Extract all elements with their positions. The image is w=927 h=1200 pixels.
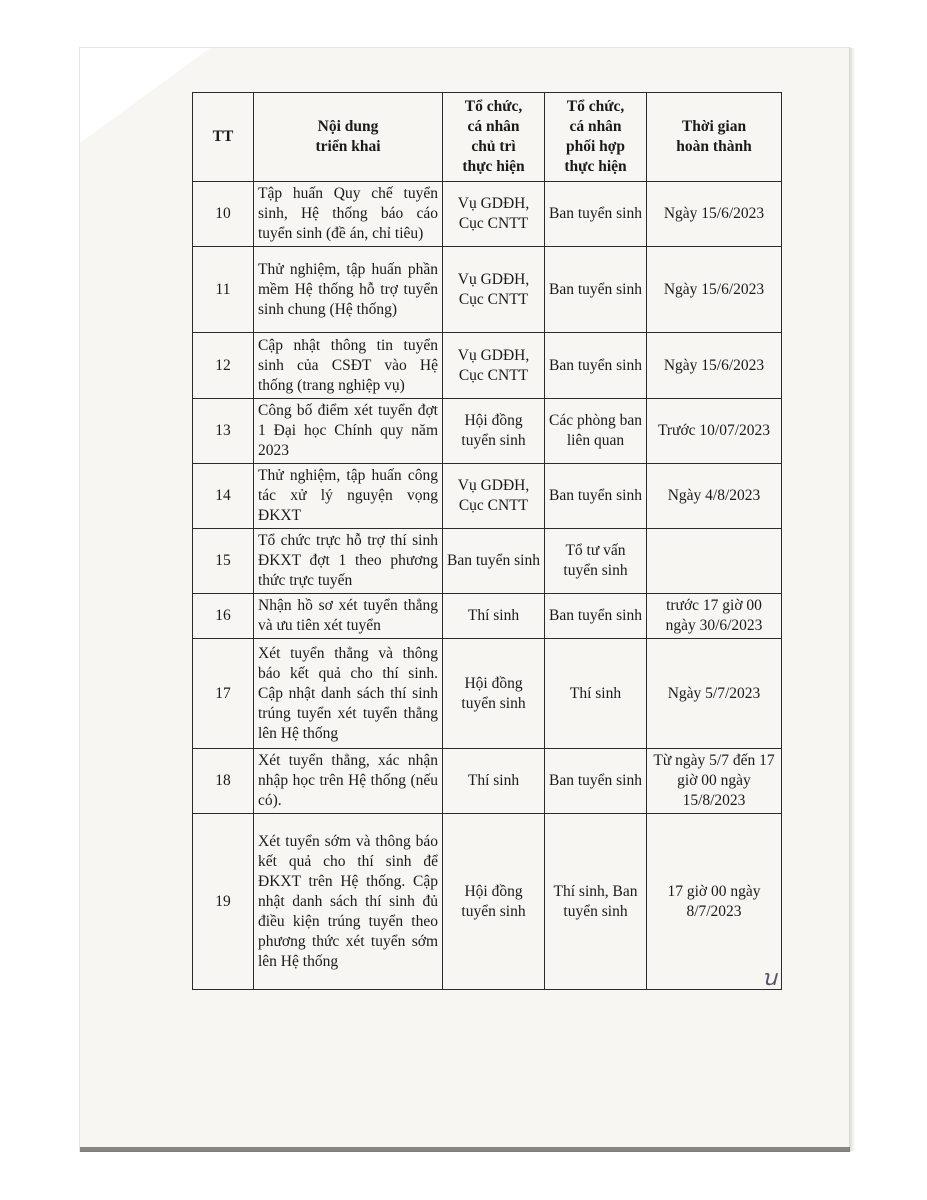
row-tt: 19 bbox=[193, 814, 254, 990]
table-row bbox=[193, 464, 782, 529]
row-coop: Thí sinh bbox=[545, 639, 647, 749]
row-host: Vụ GDĐH, Cục CNTT bbox=[443, 182, 545, 247]
row-time: 17 giờ 00 ngày 8/7/2023 bbox=[647, 814, 782, 990]
row-tt: 16 bbox=[193, 594, 254, 639]
row-host: Vụ GDĐH, Cục CNTT bbox=[443, 333, 545, 399]
table-header-row bbox=[193, 93, 782, 182]
row-host: Thí sinh bbox=[443, 594, 545, 639]
row-content: Xét tuyển sớm và thông báo kết quả cho thí sinh để ĐKXT trên Hệ thống. Cập nhật danh sách thí sinh đủ điều kiện trúng tuyển theo phương thức xét tuyển sớm lên Hệ thống bbox=[254, 814, 443, 990]
header-coop: Tổ chức, cá nhân phối hợp thực hiện bbox=[545, 93, 647, 182]
row-coop: Ban tuyển sinh bbox=[545, 182, 647, 247]
table-row bbox=[193, 749, 782, 814]
row-time: Từ ngày 5/7 đến 17 giờ 00 ngày 15/8/2023 bbox=[647, 749, 782, 814]
row-coop: Ban tuyển sinh bbox=[545, 749, 647, 814]
table-row bbox=[193, 529, 782, 594]
row-time: Ngày 15/6/2023 bbox=[647, 182, 782, 247]
row-tt: 18 bbox=[193, 749, 254, 814]
table-row bbox=[193, 594, 782, 639]
row-content: Thử nghiệm, tập huấn phần mềm Hệ thống hỗ trợ tuyển sinh chung (Hệ thống) bbox=[254, 247, 443, 333]
row-tt: 13 bbox=[193, 399, 254, 464]
row-host: Hội đồng tuyển sinh bbox=[443, 814, 545, 990]
row-host: Hội đồng tuyển sinh bbox=[443, 639, 545, 749]
row-coop: Ban tuyển sinh bbox=[545, 594, 647, 639]
header-host: Tổ chức, cá nhân chủ trì thực hiện bbox=[443, 93, 545, 182]
row-host: Vụ GDĐH, Cục CNTT bbox=[443, 464, 545, 529]
row-time: Ngày 4/8/2023 bbox=[647, 464, 782, 529]
table-row bbox=[193, 247, 782, 333]
row-tt: 15 bbox=[193, 529, 254, 594]
row-time: Ngày 15/6/2023 bbox=[647, 247, 782, 333]
header-tt: TT bbox=[193, 93, 254, 182]
row-coop: Thí sinh, Ban tuyển sinh bbox=[545, 814, 647, 990]
row-coop: Các phòng ban liên quan bbox=[545, 399, 647, 464]
page-fold-corner bbox=[80, 48, 210, 143]
row-content: Nhận hồ sơ xét tuyển thẳng và ưu tiên xét tuyển bbox=[254, 594, 443, 639]
row-coop: Ban tuyển sinh bbox=[545, 464, 647, 529]
row-time: Trước 10/07/2023 bbox=[647, 399, 782, 464]
row-content: Thử nghiệm, tập huấn công tác xử lý nguyện vọng ĐKXT bbox=[254, 464, 443, 529]
row-tt: 10 bbox=[193, 182, 254, 247]
row-host: Thí sinh bbox=[443, 749, 545, 814]
row-content: Xét tuyển thẳng, xác nhận nhập học trên Hệ thống (nếu có). bbox=[254, 749, 443, 814]
row-host: Ban tuyển sinh bbox=[443, 529, 545, 594]
row-content: Xét tuyển thẳng và thông báo kết quả cho thí sinh. Cập nhật danh sách thí sinh trúng tuyển xét tuyển thẳng lên Hệ thống bbox=[254, 639, 443, 749]
row-coop: Ban tuyển sinh bbox=[545, 247, 647, 333]
pen-mark: ꭒ bbox=[762, 965, 777, 990]
table-row bbox=[193, 333, 782, 399]
row-time: trước 17 giờ 00 ngày 30/6/2023 bbox=[647, 594, 782, 639]
row-tt: 14 bbox=[193, 464, 254, 529]
row-coop: Tổ tư vấn tuyển sinh bbox=[545, 529, 647, 594]
row-content: Công bố điểm xét tuyển đợt 1 Đại học Chính quy năm 2023 bbox=[254, 399, 443, 464]
row-host: Hội đồng tuyển sinh bbox=[443, 399, 545, 464]
row-tt: 11 bbox=[193, 247, 254, 333]
row-content: Tổ chức trực hỗ trợ thí sinh ĐKXT đợt 1 theo phương thức trực tuyến bbox=[254, 529, 443, 594]
header-time: Thời gian hoàn thành bbox=[647, 93, 782, 182]
row-host: Vụ GDĐH, Cục CNTT bbox=[443, 247, 545, 333]
table-row bbox=[193, 814, 782, 990]
row-coop: Ban tuyển sinh bbox=[545, 333, 647, 399]
row-time: Ngày 5/7/2023 bbox=[647, 639, 782, 749]
row-time bbox=[647, 529, 782, 594]
admission-schedule-table bbox=[192, 92, 782, 990]
row-time: Ngày 15/6/2023 bbox=[647, 333, 782, 399]
header-content: Nội dung triển khai bbox=[254, 93, 443, 182]
table-row bbox=[193, 639, 782, 749]
table-row bbox=[193, 399, 782, 464]
row-tt: 12 bbox=[193, 333, 254, 399]
table-row bbox=[193, 182, 782, 247]
row-tt: 17 bbox=[193, 639, 254, 749]
page-edge bbox=[849, 48, 855, 1151]
page-bottom-shadow bbox=[80, 1147, 850, 1152]
row-content: Cập nhật thông tin tuyển sinh của CSĐT vào Hệ thống (trang nghiệp vụ) bbox=[254, 333, 443, 399]
row-content: Tập huấn Quy chế tuyển sinh, Hệ thống báo cáo tuyển sinh (đề án, chỉ tiêu) bbox=[254, 182, 443, 247]
